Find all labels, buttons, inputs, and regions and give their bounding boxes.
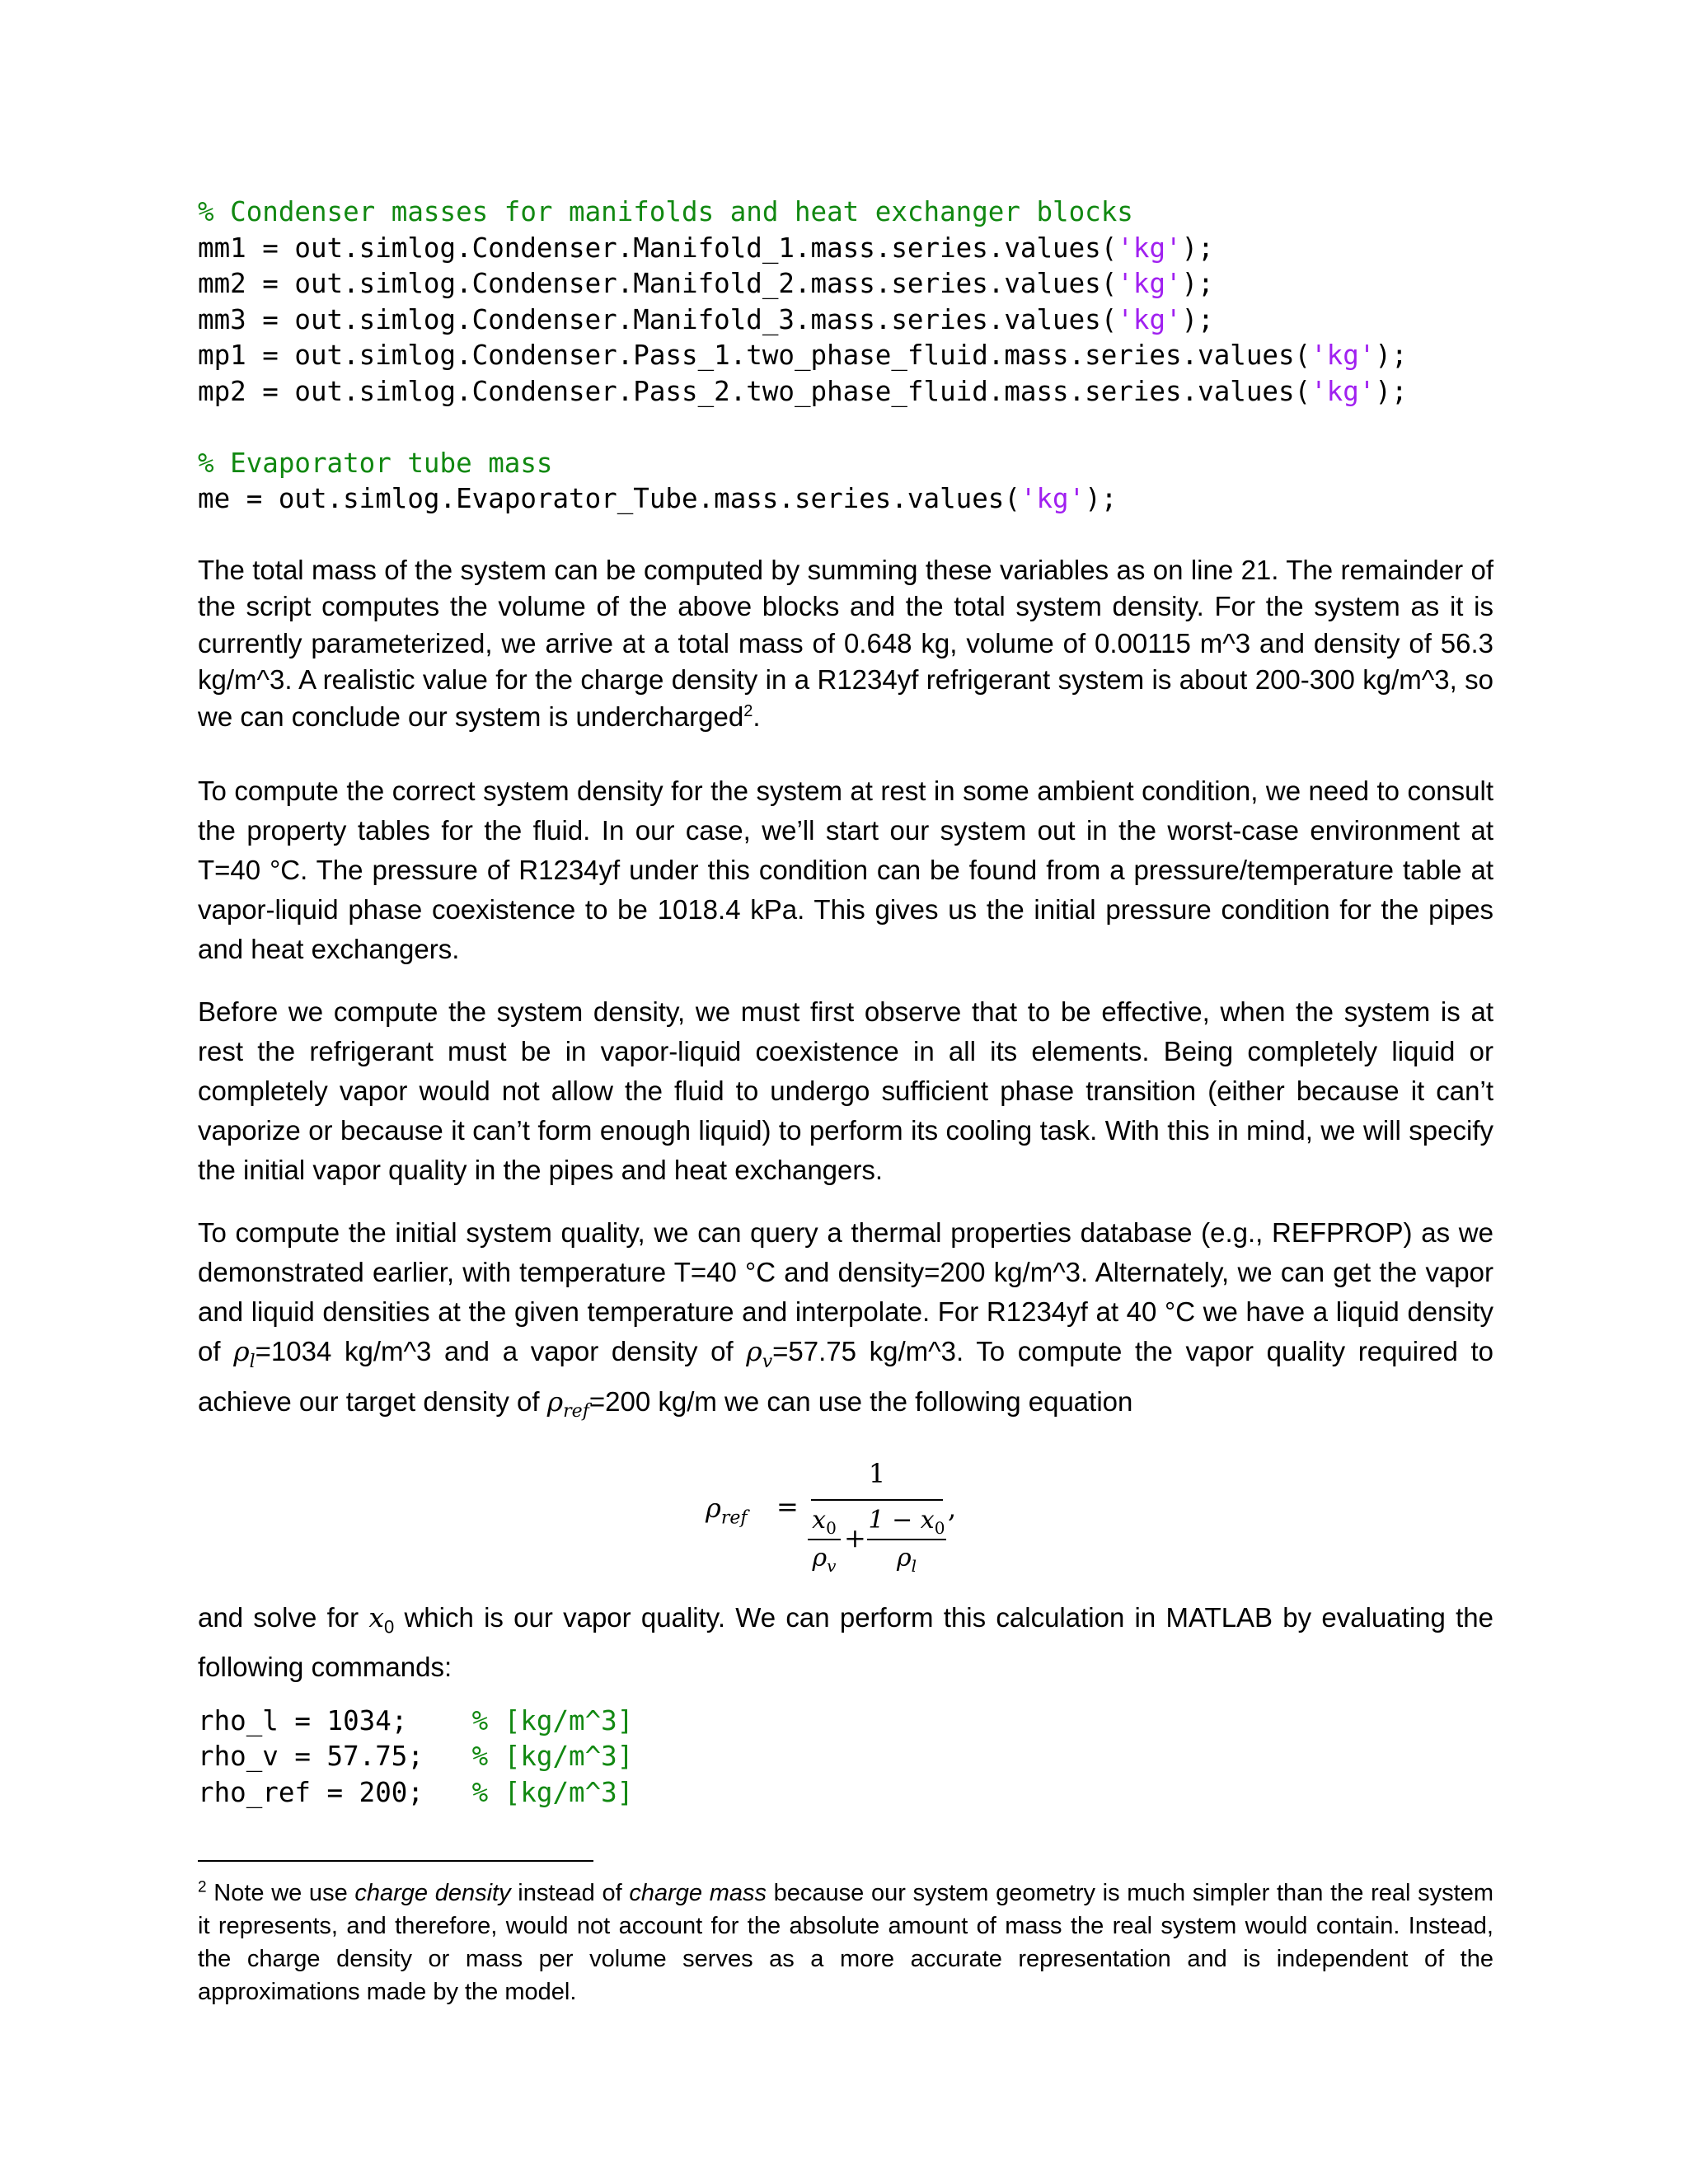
code-string: 'kg' <box>1117 232 1182 264</box>
document-page <box>198 194 1493 2008</box>
code-string: 'kg' <box>1311 375 1376 407</box>
equation-term2-denominator: $\rho_l$ <box>896 1544 917 1577</box>
paragraph-initial-quality: To compute the initial system quality, we can query a thermal properties database (e.g., REFPROP) as we demonstrated earlier, with temperature T=40 °C and density=200 kg/m^3. Alternately, we can get the vapor and liquid densities at the given temperature and interpolate. For R1234yf at 40 °C we have a liquid density of $\rho_l=1034$ kg/m^3 and a vapor density of $\rho_v=57.75$ kg/m^3. To compute the vapor quality required to achieve our target density of $\rho_{ref}=200$ kg/m we can use the following equation <box>198 1217 1493 1422</box>
code-line: me = out.simlog.Evaporator_Tube.mass.series.values('kg'); <box>198 483 1118 514</box>
vapor-quality-equation <box>198 1458 1493 1583</box>
code-block-densities <box>198 1704 1493 1811</box>
code-comment: % [kg/m^3] <box>471 1704 634 1736</box>
equation-comma: , <box>948 1493 957 1525</box>
paragraph-solve-quality: and solve for $x_0$ which is our vapor quality. We can perform this calculation in MATLAB by evaluating the following commands: <box>198 1601 1493 1682</box>
rho-v-symbol: ρ <box>746 1335 762 1367</box>
equation-equals: = <box>776 1491 799 1523</box>
code-comment: % [kg/m^3] <box>471 1776 634 1808</box>
code-line: mm1 = out.simlog.Condenser.Manifold_1.mass.series.values('kg'); <box>198 232 1214 264</box>
paragraph-total-mass: The total mass of the system can be computed by summing these variables as on line 21. The remainder of the script computes the volume of the above blocks and the total system density. For the system as it is currently parameterized, we arrive at a total mass of 0.648 kg, volume of 0.00115 m^3 and density of 56.3 kg/m^3. A realistic value for the charge density in a R1234yf refrigerant system is about 200-300 kg/m^3, so we can conclude our system is undercharged$^2$. <box>198 554 1493 732</box>
code-line: rho_ref = 200; % [kg/m^3] <box>198 1776 634 1808</box>
rho-l-symbol: ρ <box>233 1335 250 1367</box>
x0-symbol: x <box>368 1601 384 1634</box>
equation-lhs: $\rho_{ref}$ <box>706 1493 748 1529</box>
code-line: rho_l = 1034; % [kg/m^3] <box>198 1704 634 1736</box>
code-comment: % Evaporator tube mass <box>198 447 553 479</box>
code-string: 'kg' <box>1020 483 1085 514</box>
footnote-separator <box>198 1860 593 1862</box>
code-comment: % Condenser masses for manifolds and heat exchanger blocks <box>198 196 1133 227</box>
equation-numerator: 1 <box>868 1458 886 1490</box>
code-line: rho_v = 57.75; % [kg/m^3] <box>198 1741 634 1773</box>
paragraph-vapor-liquid: Before we compute the system density, we must first observe that to be effective, when the system is at rest the refrigerant must be in vapor-liquid coexistence in all its elements. Being completely liquid or completely vapor would not allow the fluid to undergo sufficient phase transition (either because it can’t vaporize or because it can’t form enough liquid) to perform its cooling task. With this in mind, we will specify the initial vapor quality in the pipes and heat exchangers. <box>198 996 1493 1185</box>
equation-term2-bar <box>867 1539 946 1540</box>
code-blank-line <box>198 410 1493 446</box>
rho-ref-symbol: ρ <box>546 1385 564 1418</box>
code-string: 'kg' <box>1117 303 1182 335</box>
equation-term1-bar <box>808 1539 841 1540</box>
equation-term1-numerator: $x_0$ <box>812 1506 837 1539</box>
code-line: mp1 = out.simlog.Condenser.Pass_1.two_phase_fluid.mass.series.values('kg'); <box>198 340 1408 371</box>
code-line: mm3 = out.simlog.Condenser.Manifold_3.mass.series.values('kg'); <box>198 303 1214 335</box>
equation-main-fraction-bar <box>811 1499 943 1501</box>
paragraph-system-density: To compute the correct system density for the system at rest in some ambient condition, we need to consult the property tables for the fluid. In our case, we’ll start our system out in the worst-case environment at T=40 °C. The pressure of R1234yf under this condition can be found from a pressure/temperature table at vapor-liquid phase coexistence to be 1018.4 kPa. This gives us the initial pressure condition for the pipes and heat exchangers. <box>198 776 1493 964</box>
equation-plus: + <box>844 1522 866 1554</box>
equation-term2-numerator: $1 - x_0$ <box>868 1506 945 1539</box>
code-string: 'kg' <box>1117 268 1182 299</box>
code-block-condenser <box>198 194 1493 518</box>
footnote-2: $^2$ Note we use charge density instead of charge mass because our system geometry is much simpler than the real system it represents, and therefore, would not account for the absolute amount of mass the real system would contain. Instead, the charge density or mass per volume serves as a more accurate representation and is independent of the approximations made by the model. <box>198 1878 1493 2006</box>
footnote-mark: 2 <box>198 1878 207 1896</box>
footnote-reference: 2 <box>743 701 753 720</box>
code-comment: % [kg/m^3] <box>471 1741 634 1773</box>
equation-term1-denominator: $\rho_v$ <box>812 1544 837 1577</box>
code-string: 'kg' <box>1311 340 1376 371</box>
code-line: mm2 = out.simlog.Condenser.Manifold_2.mass.series.values('kg'); <box>198 268 1214 299</box>
code-line: mp2 = out.simlog.Condenser.Pass_2.two_phase_fluid.mass.series.values('kg'); <box>198 375 1408 407</box>
